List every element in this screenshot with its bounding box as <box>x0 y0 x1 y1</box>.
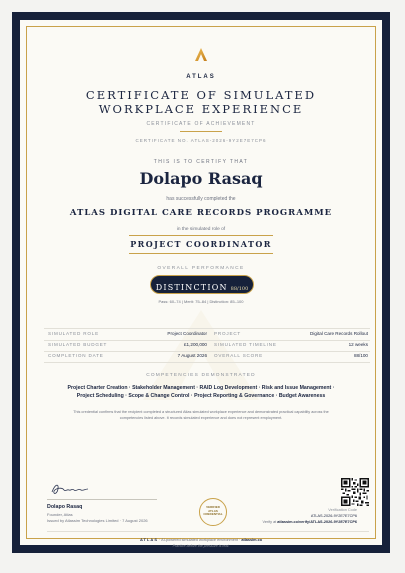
detail-value: 7 August 2026 <box>177 353 207 358</box>
verification-link[interactable]: atlassim.co/verify/ATLAS-2026-9Y2E7E7CP6 <box>277 520 357 524</box>
certify-text: THIS IS TO CERTIFY THAT <box>153 159 249 165</box>
details-rule-top <box>44 328 370 329</box>
role-intro: in the simulated role of <box>176 227 226 232</box>
competencies-list <box>50 384 352 400</box>
detail-value: Digital Care Records Rollout <box>310 331 368 336</box>
competencies-line-2: Project Scheduling · Scope & Change Control · Project Reporting & Governance · Budget Awareness <box>76 393 326 399</box>
performance-label: OVERALL PERFORMANCE <box>157 266 245 271</box>
gold-divider <box>180 131 222 132</box>
details-rule-bottom <box>44 362 370 363</box>
detail-value: 12 weeks <box>348 342 368 347</box>
competencies-heading: COMPETENCIES DEMONSTRATED <box>146 373 256 378</box>
footer-text: · AI-powered simulated workplace environment · <box>158 538 242 542</box>
title-line-2: WORKPLACE EXPERIENCE <box>98 102 304 116</box>
grade-badge <box>150 275 254 294</box>
certificate-content <box>20 20 382 548</box>
certificate-frame <box>12 12 390 553</box>
details-rule <box>44 351 370 352</box>
atlas-logo-icon <box>195 48 207 61</box>
detail-key: COMPLETION DATE <box>48 353 104 358</box>
competencies-line-1: Project Charter Creation · Stakeholder Management · RAID Log Development · Risk and Issue Management · <box>67 385 335 391</box>
recipient-name: Dolapo Rasaq <box>139 169 263 188</box>
certificate-subtitle: CERTIFICATE OF ACHIEVEMENT <box>146 121 256 127</box>
issued-by: Issued by Atlassim Technologies Limited · 7 August 2026 <box>47 518 148 523</box>
signatory-name: Dolapo Rasaq <box>47 504 83 510</box>
grade-score: 88/100 <box>230 286 249 292</box>
detail-key: SIMULATED BUDGET <box>48 342 108 347</box>
footer-rule <box>47 531 369 532</box>
role-title: PROJECT COORDINATOR <box>129 235 273 254</box>
qr-code-icon[interactable] <box>341 478 369 506</box>
programme-name: ATLAS DIGITAL CARE RECORDS PROGRAMME <box>69 208 333 218</box>
footer-brand: ATLAS <box>139 537 158 542</box>
detail-value: Project Coordinator <box>167 331 207 336</box>
seal-line-1: VERIFIED <box>206 505 220 509</box>
grade-text: DISTINCTION <box>155 283 228 292</box>
detail-value: £1,200,000 <box>184 342 207 347</box>
details-rule <box>44 340 370 341</box>
disclaimer-text: This credential confirms that the recipient completed a structured Atlas simulated workplace experience and demonstrated practical capability across the competencies listed above. It records simulated experience and does not represent employment. <box>73 410 329 420</box>
verification-url <box>263 520 357 524</box>
certificate-paper <box>20 20 382 548</box>
signature-line <box>47 499 157 500</box>
title-line-1: CERTIFICATE OF SIMULATED <box>85 88 317 102</box>
detail-value: 88/100 <box>353 353 368 358</box>
seal-line-3: CREDENTIAL <box>203 512 223 517</box>
detail-key: SIMULATED TIMELINE <box>214 342 277 347</box>
grade-bands: Pass: 60–74 | Merit: 75–84 | Distinction: 85–100 <box>158 299 244 304</box>
signatory-title: Founder, Atlas <box>47 512 73 517</box>
certificate-number: CERTIFICATE NO. ATLAS-2026-9Y2E7E7CP6 <box>135 138 267 143</box>
signature-image <box>50 480 90 498</box>
verified-seal <box>199 498 227 526</box>
detail-key: PROJECT <box>214 331 242 336</box>
verification-label: Verification Code <box>328 508 357 512</box>
verification-url-prefix: Verify at <box>262 520 278 524</box>
footer <box>20 537 382 542</box>
seal-line-2: ATLAS <box>208 508 218 513</box>
detail-key: SIMULATED ROLE <box>48 331 99 336</box>
brand-name: ATLAS <box>186 74 216 80</box>
footer-site-link[interactable]: atlassim.co <box>241 538 263 542</box>
detail-key: OVERALL SCORE <box>214 353 264 358</box>
completed-text: has successfully completed the <box>166 196 236 202</box>
footer-tagline: Practice before the pressure is real. <box>172 544 230 548</box>
verification-code: ATLAS-2026-9Y2E7E7CP6 <box>310 514 357 518</box>
certificate-title <box>20 88 382 116</box>
